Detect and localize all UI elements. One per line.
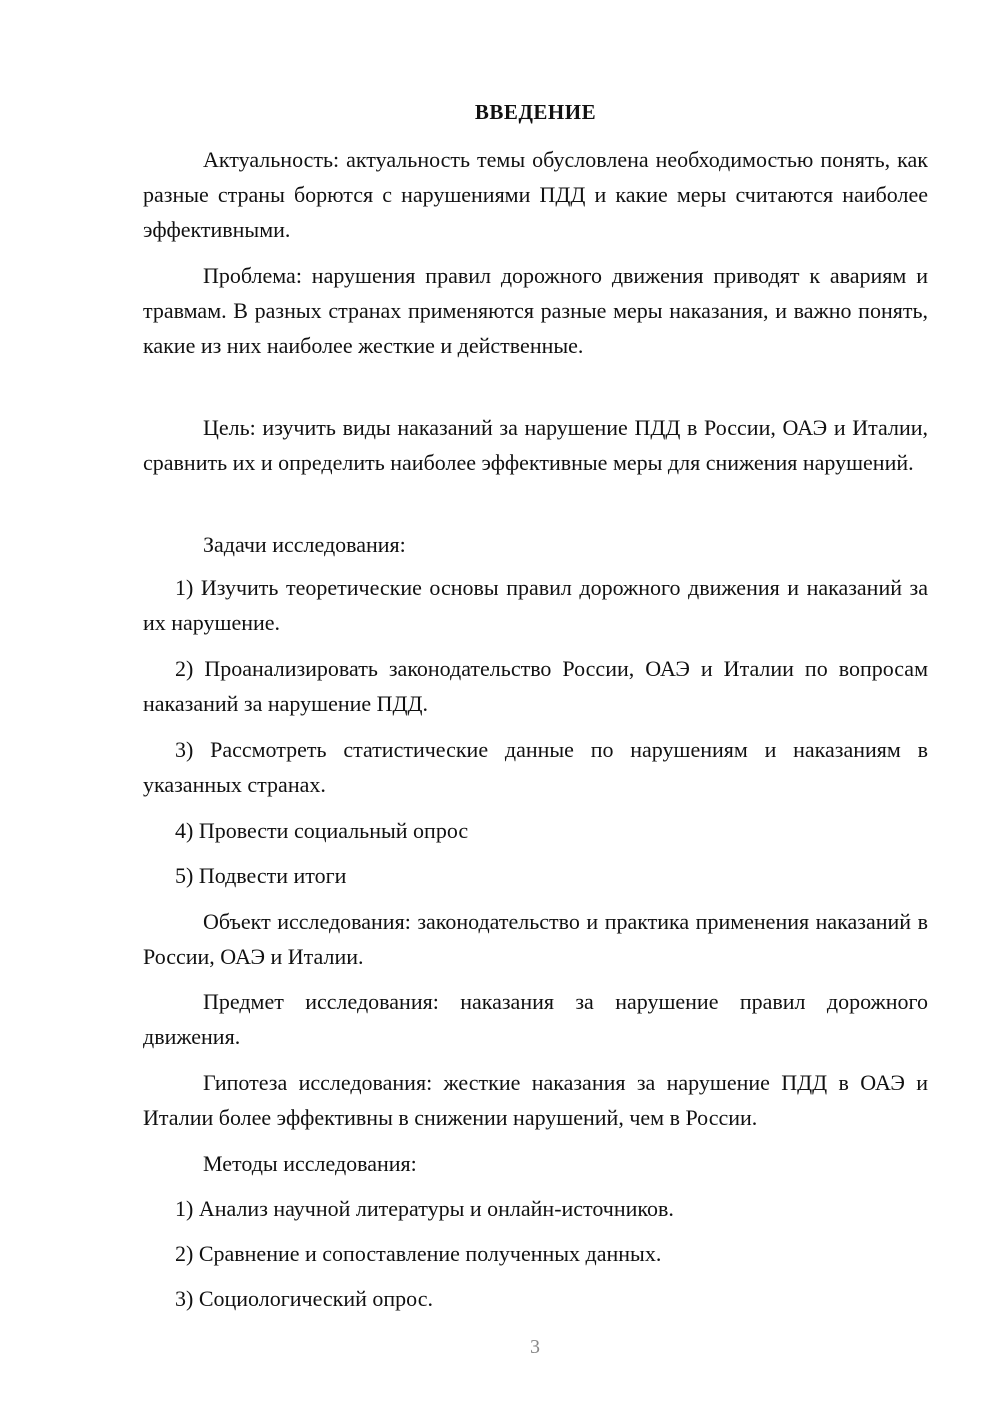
list-item-task-4: 4) Провести социальный опрос [175, 818, 469, 843]
paragraph-object: Объект исследования: законодательство и практика применения наказаний в России, ОАЭ и Италии. [143, 909, 928, 969]
list-item-method-1: 1) Анализ научной литературы и онлайн-источников. [175, 1196, 674, 1221]
paragraph-methods-heading: Методы исследования: [203, 1151, 417, 1176]
paragraph-hypothesis: Гипотеза исследования: жесткие наказания за нарушение ПДД в ОАЭ и Италии более эффективны в снижении нарушений, чем в России. [143, 1070, 928, 1130]
paragraph-relevance: Актуальность: актуальность темы обусловлена необходимостью понять, как разные страны борются с нарушениями ПДД и какие меры считаются наиболее эффективными. [143, 147, 928, 242]
list-item-method-3: 3) Социологический опрос. [175, 1286, 433, 1311]
paragraph-tasks-heading: Задачи исследования: [203, 532, 406, 557]
list-item-task-3: 3) Рассмотреть статистические данные по нарушениям и наказаниям в указанных странах. [143, 737, 928, 797]
page-number: 3 [530, 1336, 540, 1358]
list-item-method-2: 2) Сравнение и сопоставление полученных данных. [175, 1241, 662, 1266]
paragraph-subject: Предмет исследования: наказания за нарушение правил дорожного движения. [143, 989, 928, 1049]
list-item-task-5: 5) Подвести итоги [175, 863, 347, 888]
paragraph-goal: Цель: изучить виды наказаний за нарушение ПДД в России, ОАЭ и Италии, сравнить их и определить наиболее эффективные меры для снижения нарушений. [143, 415, 928, 475]
list-item-task-1: 1) Изучить теоретические основы правил дорожного движения и наказаний за их нарушение. [143, 575, 928, 635]
paragraph-problem: Проблема: нарушения правил дорожного движения приводят к авариям и травмам. В разных странах применяются разные меры наказания, и важно понять, какие из них наиболее жесткие и действенные. [143, 263, 928, 358]
page-title: ВВЕДЕНИЕ [474, 100, 597, 124]
list-item-task-2: 2) Проанализировать законодательство России, ОАЭ и Италии по вопросам наказаний за нарушение ПДД. [143, 656, 928, 716]
